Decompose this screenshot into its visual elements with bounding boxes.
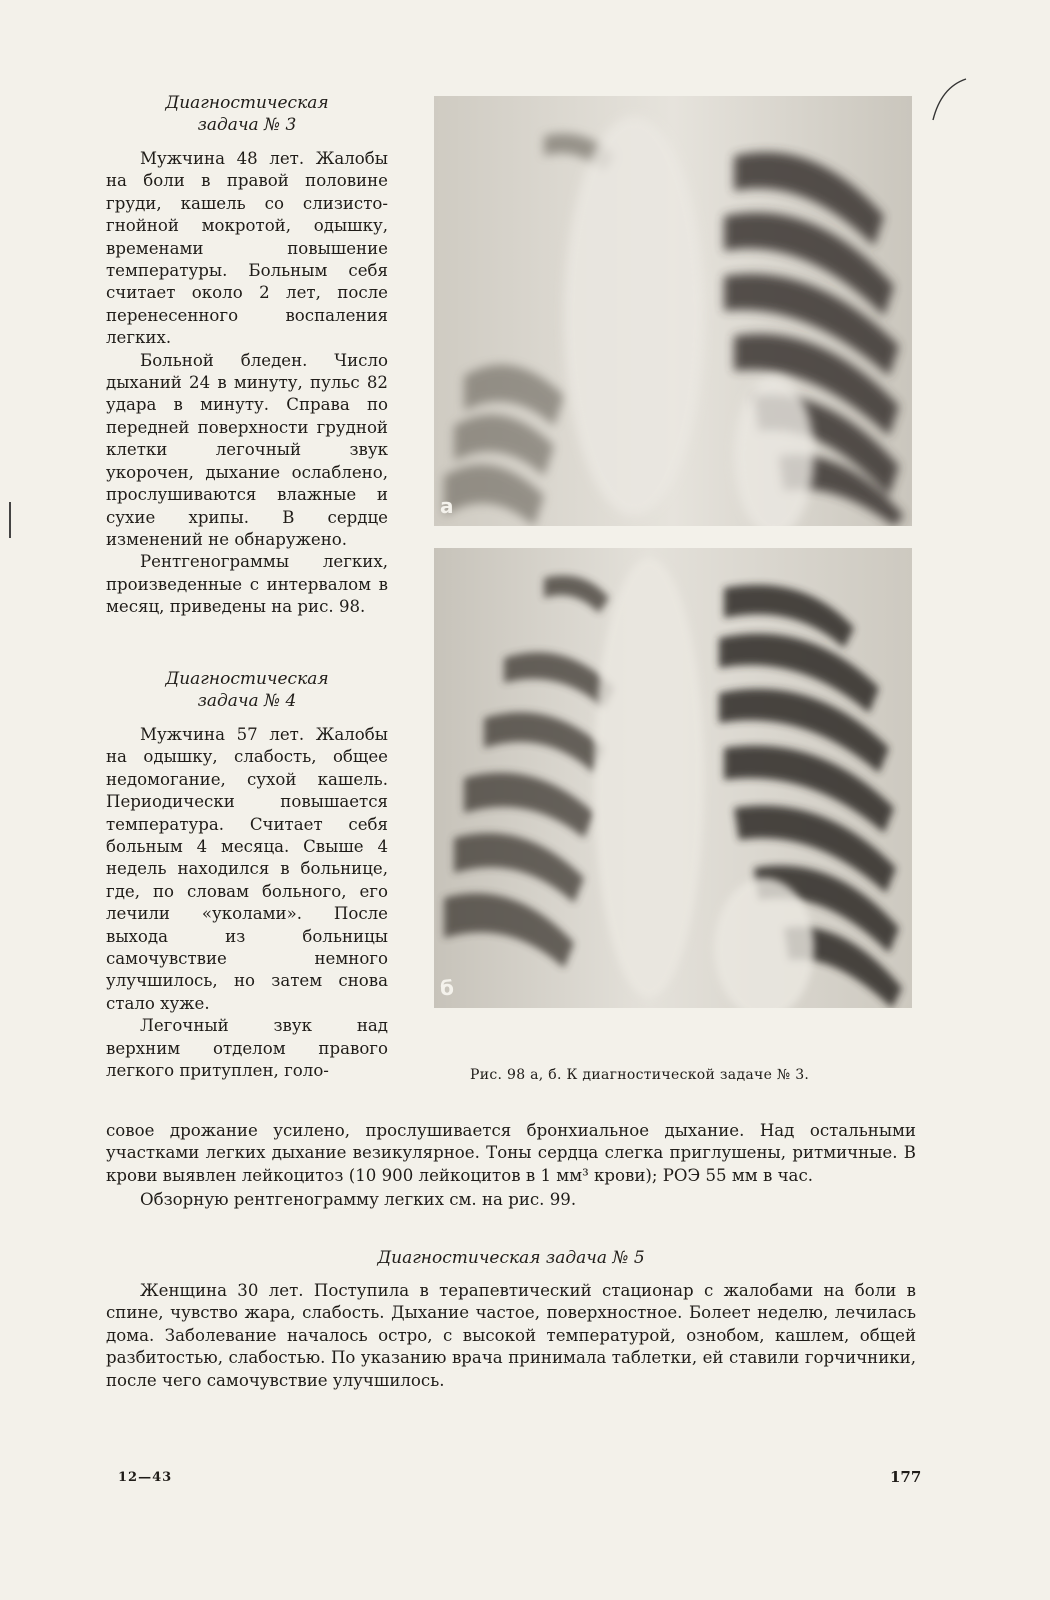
- task4-paragraph-1: Мужчина 57 лет. Жалобы на одышку, слабость, общее недомогание, сухой кашель. Периодически повышается температура. Считает себя больным 4 месяца. Свыше 4 недель находился в больнице, где, по словам больного, его лечили «уколами». После выхода из больницы самочувствие немного улучшилось, но затем снова стало хуже.: [106, 725, 388, 1013]
- task4-continuation: [106, 1120, 916, 1212]
- pencil-mark: [930, 75, 970, 125]
- task4-reference: Обзорную рентгенограмму легких см. на рис. 99.: [140, 1190, 577, 1210]
- task3-paragraph-2: Больной бледен. Число дыханий 24 в минуту, пульс 82 удара в минуту. Справа по передней поверхности грудной клетки легочный звук укорочен, дыхание ослаблено, прослушиваются влажные и сухие хрипы. В сердце изменений не обнаружено.: [106, 350, 388, 549]
- task3-paragraph-1: Мужчина 48 лет. Жалобы на боли в правой половине груди, кашель со слизисто-гнойной мокротой, одышку, временами повышение температуры. Больным себя считает около 2 лет, после перенесенного воспаления легких.: [106, 149, 388, 348]
- task5-heading: [106, 1247, 916, 1269]
- margin-mark: [6, 500, 14, 540]
- task3-heading-line2: задача № 3: [197, 115, 297, 135]
- task4-body: [106, 724, 388, 1083]
- task4-heading-line2: задача № 4: [197, 691, 297, 711]
- figure-caption: Рис. 98 а, б. К диагностической задаче № 3.: [470, 1067, 810, 1083]
- task5-body: [106, 1280, 916, 1392]
- task5-heading-text: Диагностическая задача № 5: [377, 1248, 645, 1268]
- task3-paragraph-3: Рентгенограммы легких, произведенные с интервалом в месяц, приведены на рис. 98.: [106, 552, 388, 617]
- figure-a-label: а: [440, 494, 454, 518]
- xray-image-a: [434, 96, 912, 526]
- figure-b-label: б: [440, 976, 454, 1000]
- xray-figure-a: [434, 96, 912, 526]
- task4-heading-line1: Диагностическая: [165, 669, 329, 689]
- task5-paragraph: Женщина 30 лет. Поступила в терапевтический стационар с жалобами на боли в спине, чувство жара, слабость. Дыхание частое, поверхностное. Болеет неделю, лечилась дома. Заболевание началось остро, с высокой температурой, ознобом, кашлем, общей разбитостью, слабостью. По указанию врача принимала таблетки, ей ставили горчичники, после чего самочувствие улучшилось.: [106, 1281, 916, 1390]
- printer-signature: 12—43: [118, 1470, 173, 1485]
- task4-paragraph-2: Легочный звук над верхним отделом правого легкого притуплен, голо-: [106, 1016, 388, 1081]
- task3-heading-line1: Диагностическая: [165, 93, 329, 113]
- task4-heading: [106, 668, 388, 712]
- xray-figure-b: [434, 548, 912, 1008]
- page-number: 177: [890, 1468, 922, 1486]
- task3-heading: [106, 92, 388, 136]
- task3-body: [106, 148, 388, 619]
- xray-image-b: [434, 548, 912, 1008]
- task4-continuation-text: совое дрожание усилено, прослушивается бронхиальное дыхание. Над остальными участками легких дыхание везикулярное. Тоны сердца слегка приглушены, ритмичные. В крови выявлен лейкоцитоз (10 900 лейкоцитов в 1 мм³ крови); РОЭ 55 мм в час.: [106, 1121, 916, 1185]
